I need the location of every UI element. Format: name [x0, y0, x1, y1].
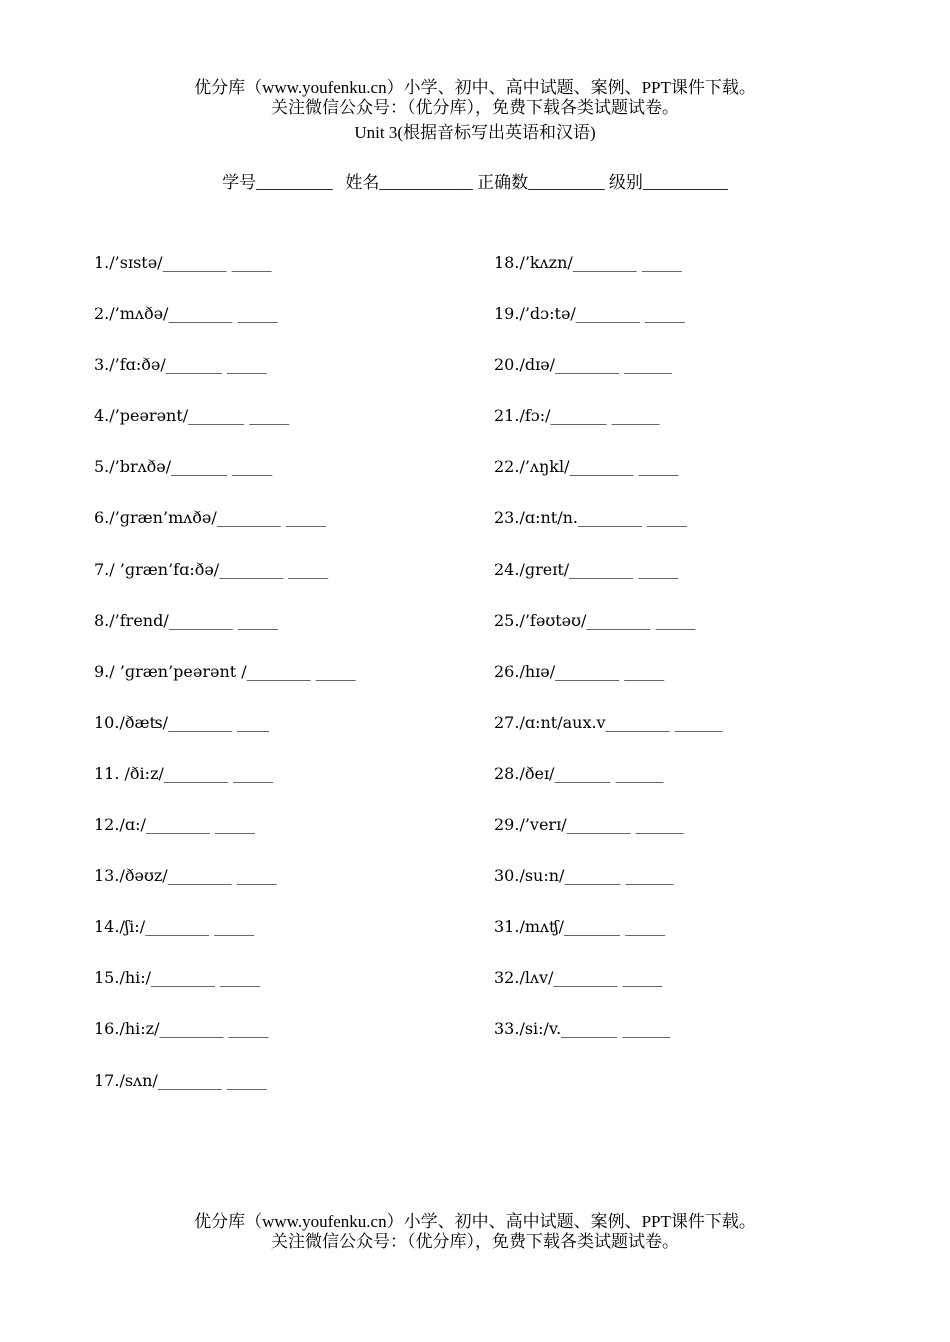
- exercise-item: 10./ðæʦ/________ ____: [94, 712, 270, 732]
- exercise-item: 23./ɑ:nt/n.________ _____: [494, 508, 688, 528]
- exercise-item: 8./’frend/________ _____: [94, 610, 278, 630]
- exercise-item: 32./lʌv/________ _____: [494, 968, 663, 988]
- exercise-item: 5./’brʌðə/_______ _____: [94, 457, 273, 477]
- exercise-item: 4./’peərənt/_______ _____: [94, 406, 290, 426]
- right-exercise-column: [494, 253, 723, 1071]
- exercise-item: 21./fɔ:/_______ ______: [494, 406, 660, 426]
- exercise-item: 12./ɑ:/________ _____: [94, 815, 255, 835]
- left-exercise-column: [94, 253, 356, 1122]
- exercise-item: 7./ ’ɡræn’fɑ:ðə/________ _____: [94, 559, 329, 579]
- worksheet-title: Unit 3(根据音标写出英语和汉语): [354, 123, 596, 142]
- exercise-item: 6./’ɡræn’mʌðə/________ _____: [94, 508, 326, 528]
- header-promo-line-2: 关注微信公众号：（优分库），免费下载各类试题试卷。: [271, 98, 679, 117]
- exercise-item: 3./’fɑ:ðə/_______ _____: [94, 355, 267, 375]
- footer-promo-line-1: 优分库（www.youfenku.cn）小学、初中、高中试题、案例、PPT课件下载。: [194, 1212, 756, 1231]
- exercise-item: 13./ðəʊz/________ _____: [94, 866, 277, 886]
- exercise-item: 18./’kʌzn/________ _____: [494, 253, 682, 272]
- exercise-item: 20./dɪə/________ ______: [494, 355, 673, 375]
- exercise-item: 27./ɑ:nt/aux.v________ ______: [494, 712, 723, 732]
- exercise-item: 1./’sɪstə/________ _____: [94, 253, 272, 272]
- footer-promo-line-2: 关注微信公众号：（优分库），免费下载各类试题试卷。: [271, 1232, 679, 1251]
- exercise-item: 26./hɪə/________ _____: [494, 661, 665, 681]
- exercise-item: 19./’dɔ:tə/________ _____: [494, 304, 685, 324]
- exercise-item: 2./’mʌðə/________ _____: [94, 304, 278, 324]
- exercise-item: 16./hi:z/________ _____: [94, 1019, 269, 1039]
- exercise-item: 9./ ’ɡræn’peərənt /________ _____: [94, 661, 356, 681]
- exercise-item: 17./sʌn/________ _____: [94, 1070, 267, 1090]
- exercise-item: 33./si:/v._______ ______: [494, 1019, 671, 1039]
- exercise-item: 15./hi:/________ _____: [94, 968, 261, 988]
- student-info-line: 学号_________ 姓名___________ 正确数_________ 级别__________: [222, 173, 728, 192]
- exercise-item: 11. /ði:z/________ _____: [94, 763, 273, 783]
- exercise-item: 24./ɡreɪt/________ _____: [494, 559, 679, 579]
- exercise-item: 28./ðeɪ/_______ ______: [494, 763, 664, 783]
- exercise-item: 22./’ʌŋkl/________ _____: [494, 457, 679, 477]
- exercise-item: 25./’fəʊtəʊ/________ _____: [494, 610, 696, 630]
- exercise-item: 14./ʃi:/________ _____: [94, 917, 255, 937]
- exercise-item: 29./’verɪ/________ ______: [494, 815, 684, 835]
- exercise-item: 30./su:n/_______ ______: [494, 866, 674, 886]
- header-promo-line-1: 优分库（www.youfenku.cn）小学、初中、高中试题、案例、PPT课件下载。: [194, 78, 756, 97]
- exercise-item: 31./mʌʧ/_______ _____: [494, 917, 666, 937]
